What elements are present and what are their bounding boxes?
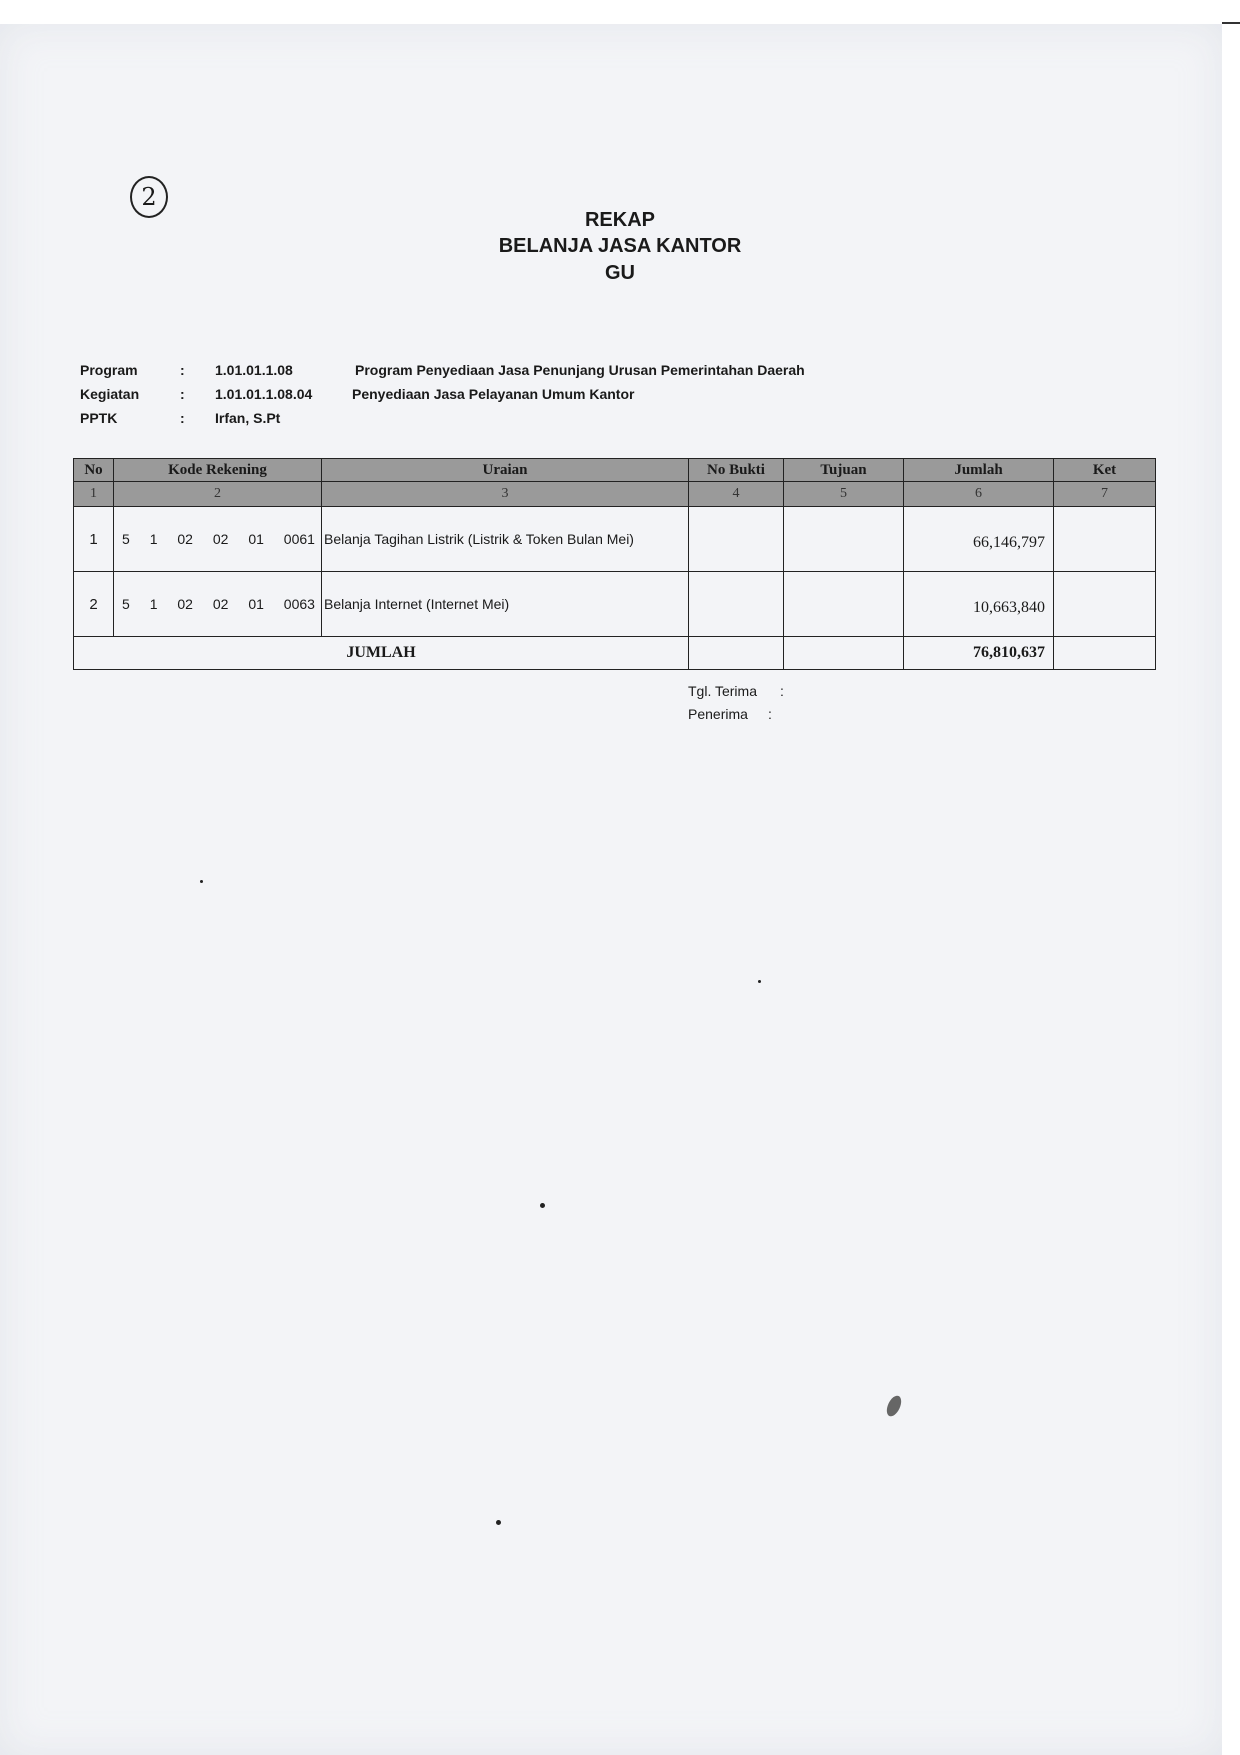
kode-segment: 5 — [122, 531, 130, 547]
row-uraian: Belanja Tagihan Listrik (Listrik & Token Bulan Mei) — [322, 507, 689, 572]
program-description: Program Penyediaan Jasa Penunjang Urusan Pemerintahan Daerah — [355, 362, 805, 378]
row-no-bukti — [689, 572, 784, 637]
row-ket — [1054, 572, 1156, 637]
kode-segment: 02 — [212, 531, 229, 547]
column-number: 5 — [784, 482, 904, 507]
kode-segment: 0061 — [283, 531, 315, 547]
column-number: 7 — [1054, 482, 1156, 507]
row-tujuan — [784, 572, 904, 637]
row-kode-rekening — [114, 572, 322, 637]
kode-segment: 02 — [212, 596, 229, 612]
row-no: 2 — [74, 572, 114, 637]
column-number: 2 — [114, 482, 322, 507]
header-jumlah: Jumlah — [904, 459, 1054, 482]
row-kode-rekening — [114, 507, 322, 572]
header-tujuan: Tujuan — [784, 459, 904, 482]
speck — [200, 880, 203, 883]
title-line-3: GU — [605, 262, 635, 284]
table-header-row — [74, 459, 1156, 482]
kegiatan-label: Kegiatan — [80, 386, 140, 402]
column-number: 6 — [904, 482, 1054, 507]
speck — [496, 1520, 501, 1525]
tgl-terima-colon: : — [780, 683, 784, 699]
row-jumlah: 66,146,797 — [904, 507, 1054, 572]
kode-segment: 5 — [122, 596, 130, 612]
page-edge — [1222, 24, 1240, 1755]
rekap-table — [73, 458, 1156, 670]
column-number-row — [74, 482, 1156, 507]
total-row — [74, 637, 1156, 670]
speck — [540, 1203, 545, 1208]
tgl-terima-label: Tgl. Terima — [688, 683, 757, 699]
total-ket — [1054, 637, 1156, 670]
total-label: JUMLAH — [74, 637, 689, 670]
program-label: Program — [80, 362, 138, 378]
penerima-colon: : — [768, 706, 772, 722]
header-no-bukti: No Bukti — [689, 459, 784, 482]
pptk-label: PPTK — [80, 410, 118, 426]
total-no-bukti — [689, 637, 784, 670]
kode-segment: 1 — [149, 531, 158, 547]
title-line-1: REKAP — [584, 209, 655, 231]
row-tujuan — [784, 507, 904, 572]
kode-segment: 01 — [248, 596, 264, 612]
row-no: 1 — [74, 507, 114, 572]
penerima-label: Penerima — [688, 706, 748, 722]
program-colon: : — [180, 362, 185, 378]
header-ket: Ket — [1054, 459, 1156, 482]
kegiatan-colon: : — [180, 386, 185, 402]
total-tujuan — [784, 637, 904, 670]
row-uraian: Belanja Internet (Internet Mei) — [322, 572, 689, 637]
column-number: 1 — [74, 482, 114, 507]
header-kode-rekening: Kode Rekening — [114, 459, 322, 482]
row-jumlah: 10,663,840 — [904, 572, 1054, 637]
kode-segment: 1 — [149, 596, 158, 612]
kode-segment: 0063 — [283, 596, 315, 612]
program-code: 1.01.01.1.08 — [215, 362, 293, 378]
column-number: 3 — [322, 482, 689, 507]
table-row — [74, 507, 1156, 572]
speck — [758, 980, 761, 983]
pptk-colon: : — [180, 410, 185, 426]
handwritten-page-marker: 2 — [130, 176, 168, 218]
total-amount: 76,810,637 — [904, 637, 1054, 670]
title-line-2: BELANJA JASA KANTOR — [498, 235, 742, 257]
table-row — [74, 572, 1156, 637]
row-ket — [1054, 507, 1156, 572]
header-no: No — [74, 459, 114, 482]
kode-segment: 02 — [177, 596, 193, 612]
kegiatan-code: 1.01.01.1.08.04 — [215, 386, 313, 402]
kegiatan-description: Penyediaan Jasa Pelayanan Umum Kantor — [352, 386, 635, 402]
edge-mark — [1222, 22, 1240, 24]
column-number: 4 — [689, 482, 784, 507]
header-uraian: Uraian — [322, 459, 689, 482]
row-no-bukti — [689, 507, 784, 572]
kode-segment: 01 — [248, 531, 264, 547]
kode-segment: 02 — [177, 531, 193, 547]
pptk-name: Irfan, S.Pt — [215, 410, 281, 426]
